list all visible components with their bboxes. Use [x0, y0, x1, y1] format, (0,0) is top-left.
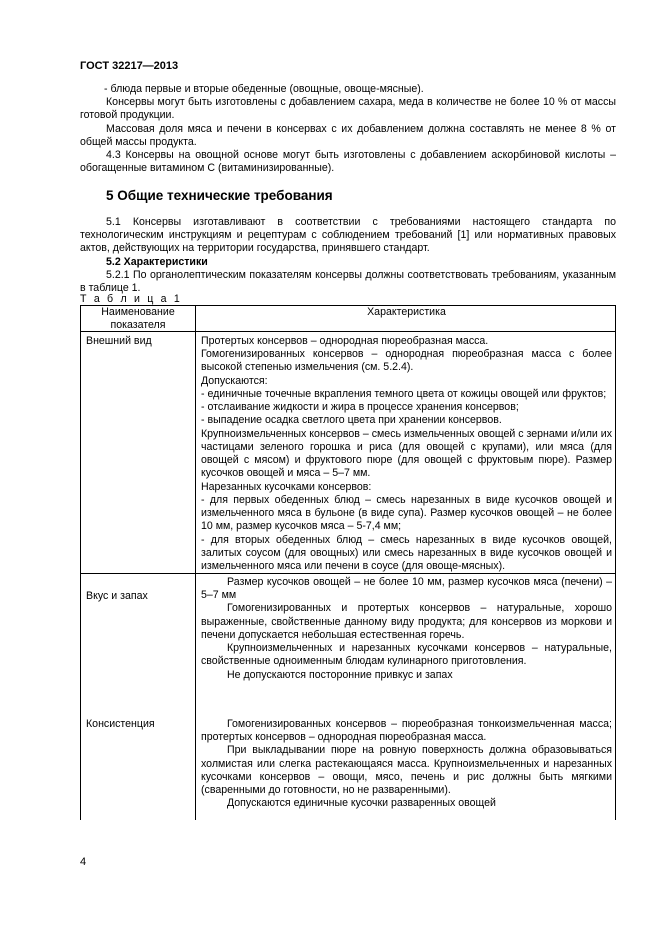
- appearance-line: - единичные точечные вкрапления темного цвета от кожицы овощей или фруктов;: [201, 387, 607, 400]
- row-name-appearance: Внешний вид: [86, 335, 152, 347]
- appearance-line: Крупноизмельченных консервов – смесь измельченных овощей с зернами и/или их частицами зеленого горошка и риса (для овощей с крупами), или мяса (для овощей с мясом) и фруктового пюре (для овощей с фруктовым пюре). Размер кусочков овощей и мяса – 5–7 мм.: [201, 427, 612, 480]
- appearance-line: Нарезанных кусочками консервов:: [201, 480, 372, 493]
- intro-paragraph-2: Консервы могут быть изготовлены с добавлением сахара, меда в количестве не более 10 % от массы готовой продукции.: [80, 96, 616, 122]
- column-header-characteristic: Характеристика: [367, 306, 446, 318]
- intro-paragraph-1: - блюда первые и вторые обеденные (овощные, овоще-мясные).: [104, 83, 424, 95]
- taste-line: Не допускаются посторонние привкус и запах: [227, 668, 453, 681]
- table-right-border: [615, 305, 616, 820]
- intro-paragraph-3: Массовая доля мяса и печени в консервах с их добавлением должна составлять не менее 8 % от общей массы продукта.: [80, 122, 616, 148]
- taste-line: Размер кусочков овощей – не более 10 мм, размер кусочков мяса (печени) – 5–7 мм: [201, 576, 612, 602]
- intro-text: [80, 83, 616, 176]
- consistency-line: Допускаются единичные кусочки разваренных овощей: [227, 797, 496, 810]
- column-header-name: Наименование показателя: [101, 306, 175, 332]
- appearance-line: - выпадение осадка светлого цвета при хранении консервов.: [201, 414, 502, 427]
- organoleptic-table: [80, 305, 616, 820]
- row-name-taste: Вкус и запах: [86, 590, 148, 602]
- page-number: 4: [80, 856, 87, 868]
- intro-paragraph-4: 4.3 Консервы на овощной основе могут быть изготовлены с добавлением аскорбиновой кислоты – обогащенные витамином С (витаминизированные).: [80, 149, 616, 175]
- section-5-text: [80, 216, 616, 295]
- consistency-line: При выкладывании пюре на ровную поверхность должна образовываться холмистая или слегка растекающаяся масса. Крупноизмельченных и нарезанных кусочками консервов – овощи, мясо, печень и рис должны быть мягкими (сваренными до готовности, но не разваренными).: [201, 744, 612, 797]
- paragraph-5-2-1: 5.2.1 По органолептическим показателям консервы должны соответствовать требованиям, указанным в таблице 1.: [80, 268, 616, 295]
- row-value-appearance: [201, 335, 612, 573]
- table-caption: Т а б л и ц а 1: [80, 293, 182, 305]
- appearance-line: Гомогенизированных консервов – однородная пюреобразная масса с более высокой степенью измельчения (см. 5.2.4).: [201, 348, 612, 374]
- appearance-line: Допускаются:: [201, 374, 268, 387]
- table-left-border: [80, 305, 81, 820]
- row-name-consistency: Консистенция: [86, 718, 155, 730]
- paragraph-5-1: 5.1 Консервы изготавливают в соответствии с требованиями настоящего стандарта по технологическим инструкциям и рецептурам с соблюдением требований [1] или нормативных правовых актов, действующих на территории государства, принявшего стандарт.: [80, 216, 616, 255]
- taste-line: Гомогенизированных и протертых консервов – натуральные, хорошо выраженные, свойственные данному виду продукта; для консервов из моркови и печени допускается небольшая естественная горечь.: [201, 602, 612, 641]
- row-value-taste: [201, 576, 612, 682]
- appearance-line: - для вторых обеденных блюд – смесь нарезанных в виде кусочков овощей, залитых соусом (для овощных) или смесь нарезанных в виде кусочков овощей и измельченного мяса или печени в соусе (для овоще-мясных).: [201, 533, 612, 572]
- table-column-divider: [195, 305, 196, 820]
- appearance-line: Протертых консервов – однородная пюреобразная масса.: [201, 335, 489, 347]
- appearance-line: - отслаивание жидкости и жира в процессе хранения консервов;: [201, 401, 519, 414]
- taste-line: Крупноизмельченных и нарезанных кусочками консервов – натуральные, свойственные одноименным блюдам кулинарного приготовления.: [201, 642, 612, 668]
- heading-5-2: 5.2 Характеристики: [106, 255, 208, 268]
- section-5-title: 5 Общие технические требования: [106, 188, 333, 203]
- consistency-line: Гомогенизированных консервов – пюреобразная тонкоизмельченная масса; протертых консервов – однородная пюреобразная масса.: [201, 718, 612, 744]
- appearance-line: - для первых обеденных блюд – смесь нарезанных в виде кусочков овощей и измельченного мяса в бульоне (в виде супа). Размер кусочков овощей – не более 10 мм, размер кусочков мяса – 5-7,4 мм;: [201, 493, 612, 533]
- document-header: ГОСТ 32217—2013: [80, 60, 179, 72]
- row-value-consistency: [201, 718, 612, 811]
